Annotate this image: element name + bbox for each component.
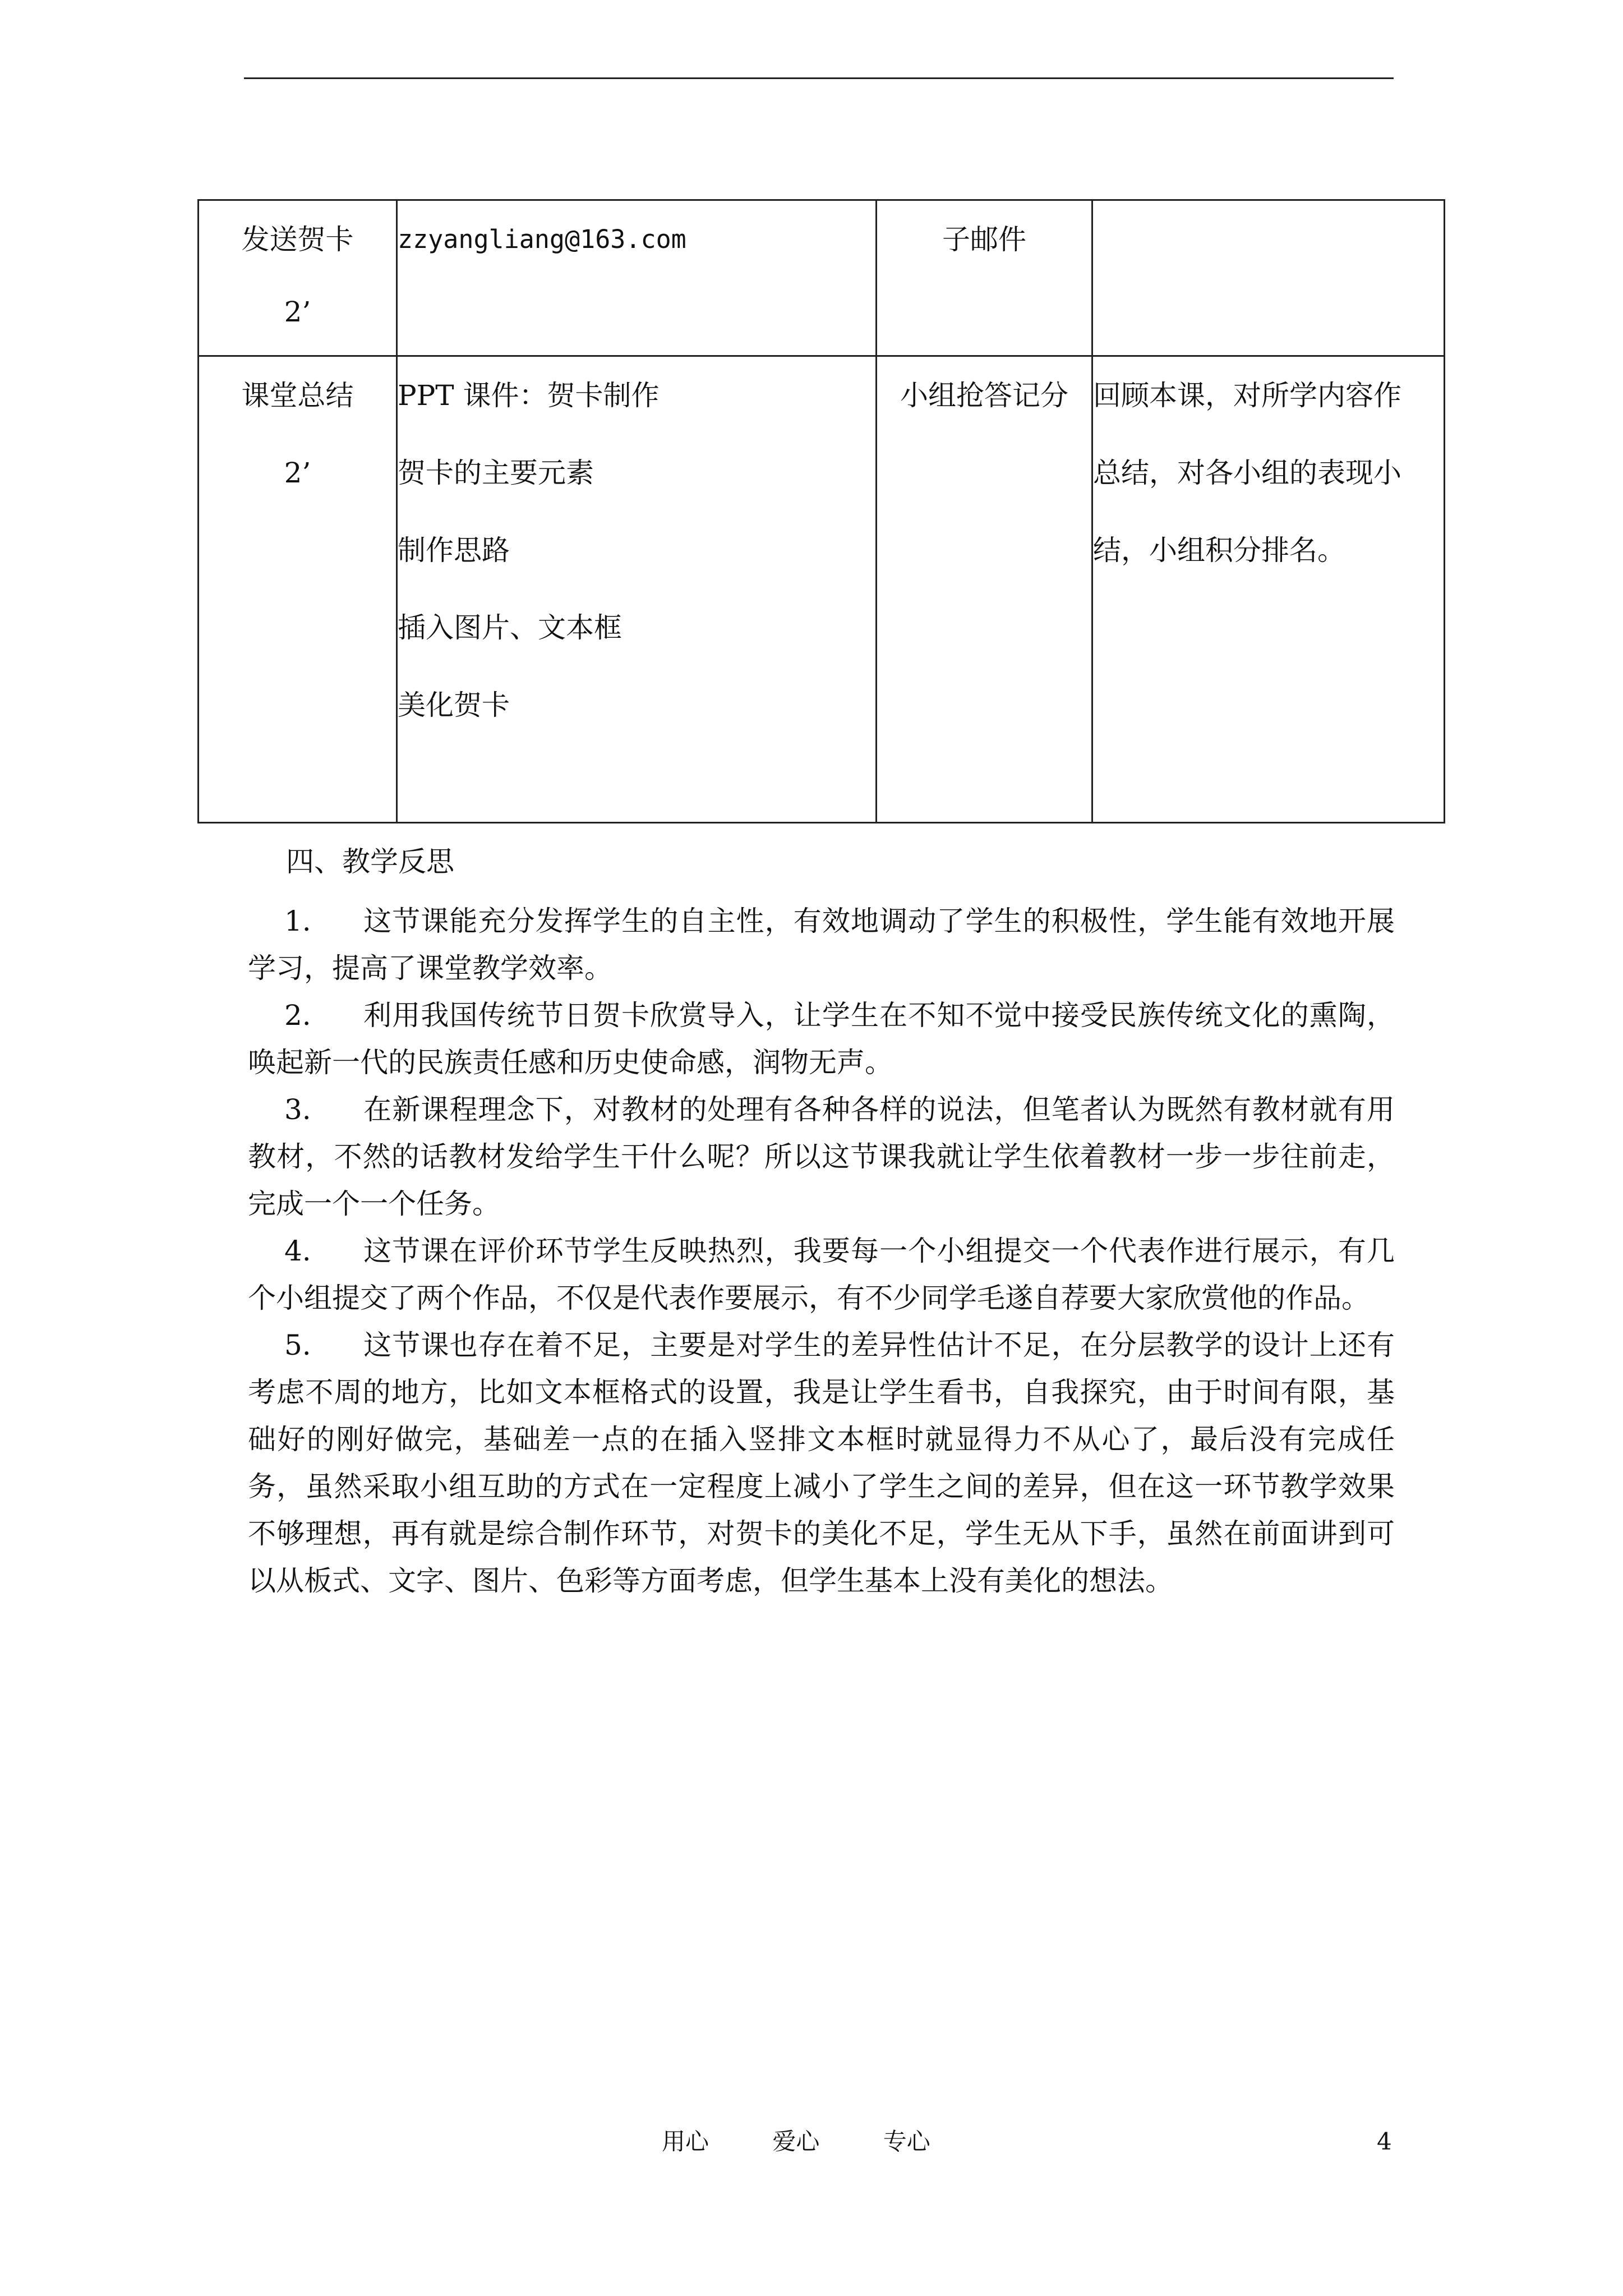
purpose-cell bbox=[1092, 356, 1445, 823]
item-text: 利用我国传统节日贺卡欣赏导入，让学生在不知不觉中接受民族传统文化的熏陶，唤起新一代的民族责任感和历史使命感，润物无声。 bbox=[248, 999, 1395, 1079]
item-number: 3. bbox=[284, 1093, 311, 1126]
item-number: 4. bbox=[284, 1235, 311, 1267]
method-cell bbox=[877, 200, 1092, 356]
content-line: 贺卡的主要元素 bbox=[398, 457, 594, 489]
content-line: PPT 课件：贺卡制作 bbox=[398, 379, 660, 412]
item-text: 这节课在评价环节学生反映热烈，我要每一个小组提交一个代表作进行展示，有几个小组提交了两个作品，不仅是代表作要展示，有不少同学毛遂自荐要大家欣赏他的作品。 bbox=[248, 1235, 1395, 1314]
purpose-line: 总结，对各小组的表现小 bbox=[1093, 457, 1401, 489]
purpose-line: 回顾本课，对所学内容作 bbox=[1093, 379, 1401, 412]
item-number: 1. bbox=[284, 905, 311, 937]
stage-name: 发送贺卡 bbox=[241, 223, 354, 256]
item-text: 这节课能充分发挥学生的自主性，有效地调动了学生的积极性，学生能有效地开展学习，提高了课堂教学效率。 bbox=[248, 905, 1395, 984]
method-cell bbox=[877, 356, 1092, 823]
lesson-table bbox=[197, 199, 1445, 823]
reflection-item bbox=[248, 1086, 1395, 1227]
stage-cell bbox=[199, 356, 397, 823]
reflection-item bbox=[248, 1322, 1395, 1604]
content-line: 插入图片、文本框 bbox=[398, 611, 622, 644]
email-address: zzyangliang@163.com bbox=[398, 224, 686, 254]
footer-word: 用心 bbox=[662, 2128, 709, 2155]
purpose-cell bbox=[1092, 200, 1445, 356]
stage-duration: 2’ bbox=[284, 457, 311, 489]
content-cell bbox=[397, 200, 877, 356]
reflection-item bbox=[248, 898, 1395, 992]
reflection-list bbox=[248, 898, 1395, 1604]
page-number: 4 bbox=[1377, 2128, 1392, 2155]
content-line: 美化贺卡 bbox=[398, 689, 510, 721]
content-cell bbox=[397, 356, 877, 823]
footer-word: 爱心 bbox=[772, 2128, 820, 2155]
purpose-line: 结，小组积分排名。 bbox=[1093, 534, 1345, 567]
footer-motto bbox=[662, 2125, 986, 2159]
header-rule bbox=[244, 77, 1394, 79]
table-row bbox=[199, 200, 1445, 356]
method-text: 小组抢答记分 bbox=[900, 379, 1068, 412]
table-row bbox=[199, 356, 1445, 823]
item-text: 这节课也存在着不足，主要是对学生的差异性估计不足，在分层教学的设计上还有考虑不周的地方，比如文本框格式的设置，我是让学生看书，自我探究，由于时间有限，基础好的刚好做完，基础差一点的在插入竖排文本框时就显得力不从心了，最后没有完成任务，虽然采取小组互助的方式在一定程度上减小了学生之间的差异，但在这一环节教学效果不够理想，再有就是综合制作环节，对贺卡的美化不足，学生无从下手，虽然在前面讲到可以从板式、文字、图片、色彩等方面考虑，但学生基本上没有美化的想法。 bbox=[248, 1329, 1395, 1597]
stage-duration: 2’ bbox=[284, 296, 311, 328]
stage-cell bbox=[199, 200, 397, 356]
item-text: 在新课程理念下，对教材的处理有各种各样的说法，但笔者认为既然有教材就有用教材，不然的话教材发给学生干什么呢？所以这节课我就让学生依着教材一步一步往前走，完成一个一个任务。 bbox=[248, 1093, 1395, 1220]
item-number: 5. bbox=[284, 1329, 311, 1361]
item-number: 2. bbox=[284, 999, 311, 1032]
stage-name: 课堂总结 bbox=[241, 379, 354, 412]
footer-word: 专心 bbox=[883, 2128, 930, 2155]
content-line: 制作思路 bbox=[398, 534, 510, 567]
section-heading: 四、教学反思 bbox=[286, 845, 454, 878]
reflection-item bbox=[248, 992, 1395, 1086]
reflection-item bbox=[248, 1227, 1395, 1322]
method-text: 子邮件 bbox=[942, 223, 1026, 256]
